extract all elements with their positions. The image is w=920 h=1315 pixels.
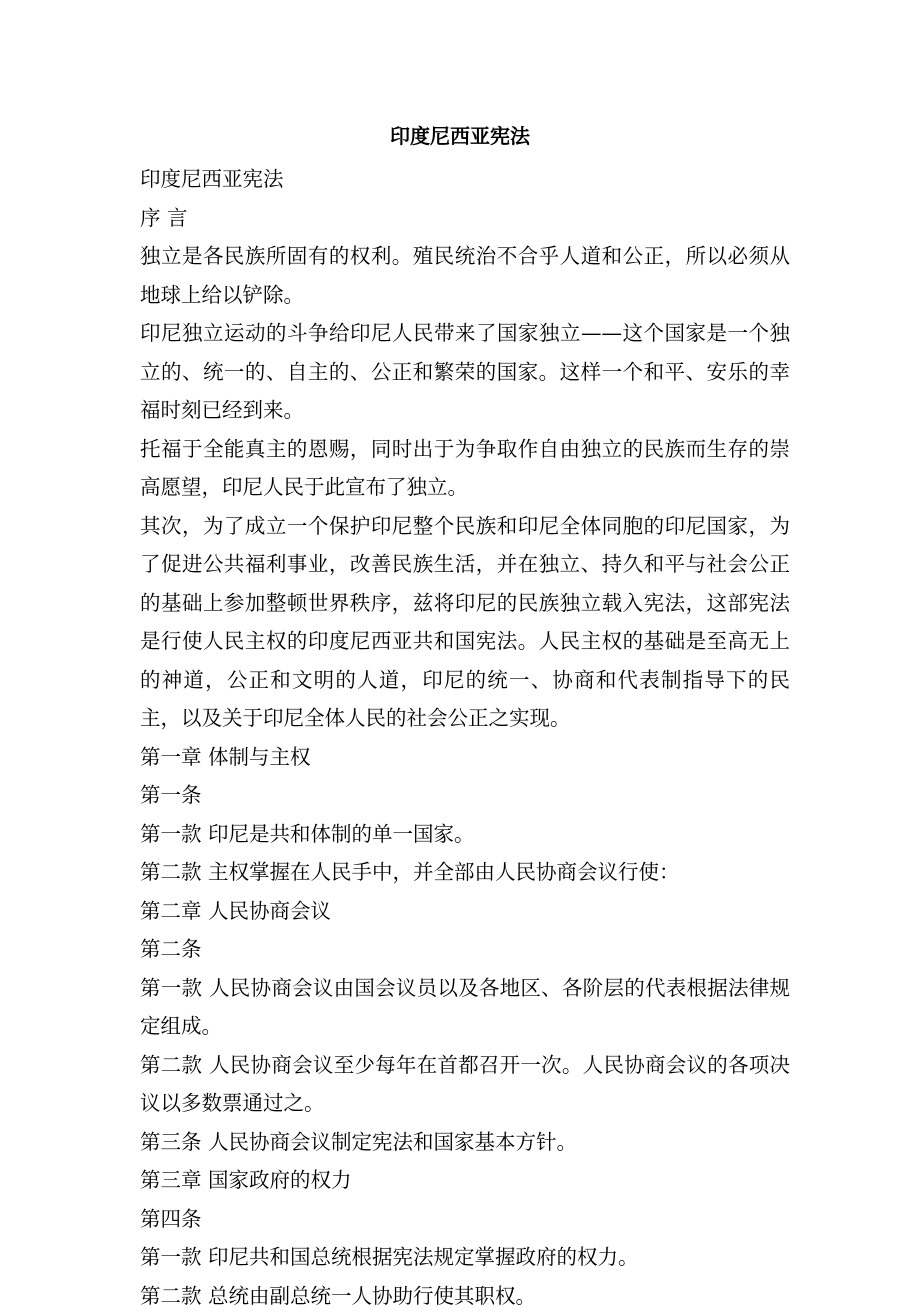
preamble-heading: 序 言 [140, 199, 790, 238]
document-title: 印度尼西亚宪法 [0, 120, 920, 152]
chapter-heading: 第三章 国家政府的权力 [140, 1161, 790, 1200]
clause-text: 第二款 总统由副总统一人协助行使其职权。 [140, 1277, 790, 1315]
preamble-paragraph: 托福于全能真主的恩赐，同时出于为争取作自由独立的民族而生存的崇高愿望，印尼人民于此宣布了独立。 [140, 430, 790, 507]
article-heading: 第二条 [140, 930, 790, 969]
preamble-paragraph: 印尼独立运动的斗争给印尼人民带来了国家独立——这个国家是一个独立的、统一的、自主的、公正和繁荣的国家。这样一个和平、安乐的幸福时刻已经到来。 [140, 314, 790, 430]
document-body [140, 160, 790, 1315]
body-heading: 印度尼西亚宪法 [140, 160, 790, 199]
preamble-paragraph: 其次，为了成立一个保护印尼整个民族和印尼全体同胞的印尼国家，为了促进公共福利事业，改善民族生活，并在独立、持久和平与社会公正的基础上参加整顿世界秩序，兹将印尼的民族独立载入宪法，这部宪法是行使人民主权的印度尼西亚共和国宪法。人民主权的基础是至高无上的神道，公正和文明的人道，印尼的统一、协商和代表制指导下的民主，以及关于印尼全体人民的社会公正之实现。 [140, 507, 790, 738]
clause-text: 第一款 人民协商会议由国会议员以及各地区、各阶层的代表根据法律规定组成。 [140, 969, 790, 1046]
clause-text: 第一款 印尼共和国总统根据宪法规定掌握政府的权力。 [140, 1238, 790, 1277]
chapter-heading: 第二章 人民协商会议 [140, 892, 790, 931]
article-text: 第三条 人民协商会议制定宪法和国家基本方针。 [140, 1123, 790, 1162]
article-heading: 第四条 [140, 1200, 790, 1239]
chapter-heading: 第一章 体制与主权 [140, 738, 790, 777]
clause-text: 第二款 主权掌握在人民手中，并全部由人民协商会议行使： [140, 853, 790, 892]
article-heading: 第一条 [140, 776, 790, 815]
clause-text: 第二款 人民协商会议至少每年在首都召开一次。人民协商会议的各项决议以多数票通过之。 [140, 1046, 790, 1123]
preamble-paragraph: 独立是各民族所固有的权利。殖民统治不合乎人道和公正，所以必须从地球上给以铲除。 [140, 237, 790, 314]
clause-text: 第一款 印尼是共和体制的单一国家。 [140, 815, 790, 854]
